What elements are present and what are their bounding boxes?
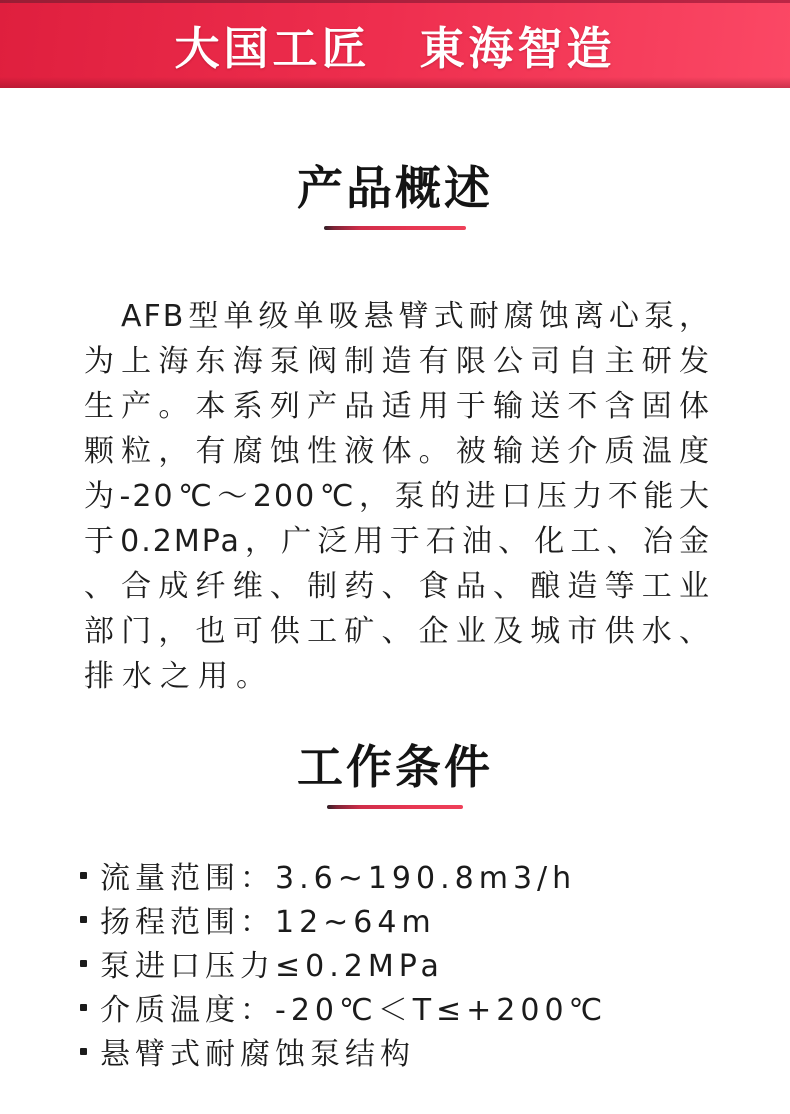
- list-item-text: 介质温度：-20℃＜T≤+200℃: [100, 993, 608, 1028]
- overview-title-underline: [324, 226, 466, 230]
- paragraph-line: AFB型单级单吸悬臂式耐腐蚀离心泵，: [121, 299, 711, 334]
- section-working-conditions: [0, 739, 790, 1073]
- list-item-text: 流量范围：3.6~190.8m3/h: [100, 861, 577, 896]
- list-item: [80, 1029, 790, 1073]
- list-item: [80, 941, 790, 985]
- paragraph-line: 为-20℃～200℃，泵的进口压力不能大: [84, 479, 711, 514]
- overview-section-title: 产品概述: [297, 161, 493, 215]
- list-item-text: 悬臂式耐腐蚀泵结构: [100, 1037, 415, 1072]
- conditions-section-title: 工作条件: [297, 740, 493, 794]
- ribbon-banner: [0, 0, 790, 88]
- list-item-text: 泵进口压力≤0.2MPa: [100, 949, 444, 984]
- list-item: [80, 985, 790, 1029]
- list-item: [80, 853, 790, 897]
- bullet-dot-icon: [80, 872, 87, 879]
- section-product-overview: [0, 160, 790, 699]
- bullet-dot-icon: [80, 916, 87, 923]
- list-item: [80, 897, 790, 941]
- conditions-title-underline: [327, 805, 463, 809]
- paragraph-line: 为上海东海泵阀制造有限公司自主研发: [84, 344, 711, 379]
- bullet-dot-icon: [80, 960, 87, 967]
- conditions-list: [80, 853, 790, 1073]
- paragraph-line: 于0.2MPa，广泛用于石油、化工、冶金: [84, 524, 711, 559]
- paragraph-line: 、合成纤维、制药、食品、酿造等工业: [84, 569, 711, 604]
- banner-title: 大国工匠 東海智造: [174, 21, 616, 75]
- paragraph-line: 生产。本系列产品适用于输送不含固体: [84, 389, 711, 424]
- paragraph-line: 颗粒，有腐蚀性液体。被输送介质温度: [84, 434, 711, 469]
- bullet-dot-icon: [80, 1048, 87, 1055]
- overview-paragraph: [84, 294, 711, 699]
- paragraph-line: 部门，也可供工矿、企业及城市供水、: [84, 614, 711, 649]
- bullet-dot-icon: [80, 1004, 87, 1011]
- paragraph-line: 排水之用。: [84, 659, 274, 694]
- list-item-text: 扬程范围：12~64m: [100, 905, 436, 940]
